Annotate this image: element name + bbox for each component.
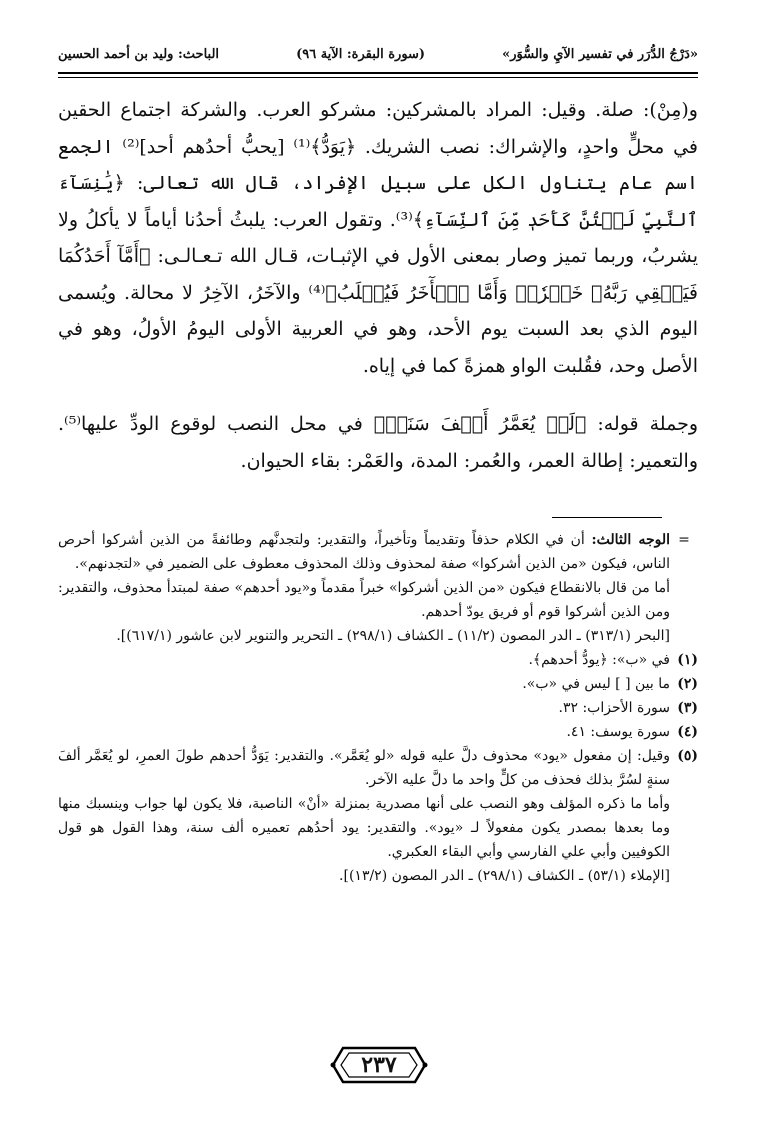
footnotes [58,528,698,888]
footnote-number: (٤) [677,724,698,740]
continuation-mark: = [678,532,690,548]
third-aspect-label: الوجه الثالث: [591,532,670,548]
footnote-3 [58,696,698,720]
surah-reference: (سورة البقرة: الآية ٩٦) [296,46,426,62]
footnote-5-continued: وأما ما ذكره المؤلف وهو النصب على أنها مصدرية بمنزلة «أنْ» الناصبة، فلا يكون لها جواب وينسبك منها وما بعدها بمصدر يكون مفعولاً لـ «يود». والتقدير: يود أحدُهم تعميره ألف سنة، وهذا القول هو قول الكوفيين وأبي علي الفارسي وأبي البقاء العكبري. [58,796,670,860]
page-number [329,1044,429,1086]
footnote-number: (١) [677,652,698,668]
page-header [58,36,698,74]
footnote-5 [58,744,698,792]
page-number-value: ٢٣٧ [361,1052,397,1078]
third-aspect [58,528,670,576]
continued-note [58,528,698,576]
footnote-divider [552,517,662,518]
main-paragraph-2: وجملة قوله: ﴿لَوۡ يُعَمَّرُ أَلۡفَ سَنَةٖ﴾ في محل النصب لوقوع الودِّ عليها⁽⁵⁾. والتعمير: إطالة العمر، والعُمر: المدة، والعَمْر: بقاء الحيوان. [58,413,698,472]
sources-line-2: [الإملاء (٥٣/١) ـ الكشاف (٢٩٨/١) ـ الدر المصون (١٣/٢)]. [339,868,670,884]
footnote-2 [58,672,698,696]
footnote-text: سورة يوسف: ٤١. [566,724,670,740]
footnote-text: وقيل: إن مفعول «يود» محذوف دلَّ عليه قوله «لو يُعَمَّر». والتقدير: يَوَدُّ أحدهم طولَ العمرِ، لو يُعَمَّر ألفَ سنةٍ لسُرَّ بذلك فحذف من كلٍّ واحد ما دلَّ عليه الآخر. [58,748,670,788]
main-text [58,92,698,479]
footnote-text: ما بين [ ] ليس في «ب». [522,676,670,692]
footnote-number: (٣) [677,700,698,716]
third-aspect-text: أن في الكلام حذفاً وتقديماً وتأخيراً، والتقدير: ولتجدنَّهم وطائفةً من الذين أشركوا أحرص الناس، فيكون «من الذين أشركوا» صفة لمحذوف وذلك المحذوف معطوف على الضمير في «لتجدنهم». [58,532,670,572]
researcher-name: الباحث: وليد بن أحمد الحسين [58,46,220,62]
footnote-text: في «ب»: ﴿يودُّ أحدهم﴾. [528,652,670,668]
footnote-4 [58,720,698,744]
footnote-text: سورة الأحزاب: ٣٢. [558,700,670,716]
interruption-paragraph: أما من قال بالانقطاع فيكون «من الذين أشركوا» خبراً مقدماً و«يود أحدهم» صفة لمبتدأ محذوف، والتقدير: ومن الذين أشركوا قوم أو فريق يودّ أحدهم. [58,580,670,620]
main-paragraph-1: و(مِنْ): صلة. وقيل: المراد بالمشركين: مشركو العرب. والشركة اجتماع الحقين في محلٍّ واحدٍ، والإشراك: نصب الشريك. ﴿يَوَدُّ﴾⁽¹⁾ [يحبُّ أحدُهم أحد]⁽²⁾ الجمع اسم عام يتناول الكل على سبيل الإفراد، قال الله تعالى: ﴿يَٰنِسَآءَ ٱلنَّبِيِّ لَسۡتُنَّ كَأَحَدٖ مِّنَ ٱلنِّسَآءِ﴾⁽³⁾. وتقول العرب: يلبثُ أحدُنا أياماً لا يأكلُ ولا يشربُ، وربما تميز وصار بمعنى الأول في الإثبـات، قـال الله تـعـالـى: ﴿أَمَّآ أَحَدُكُمَا فَيَسۡقِي رَبَّهُۥ خَمۡرٗاۖ وَأَمَّا ٱلۡأٓخَرُ فَيُصۡلَبُ﴾⁽⁴⁾ والآخَرُ، الآخِرُ لا محالة. ويُسمى اليوم الذي بعد السبت يوم الأحد، وهو في العربية الأولى اليومُ الأولُ، وهو في الأصل وحد، فقُلبت الواو همزةً كما في إياه. [58,99,699,377]
footnote-number: (٥) [677,748,698,764]
footnote-1 [58,648,698,672]
book-title: «دَرْجُ الدُّرَر في تفسير الآيِ والسُّوَر» [502,46,698,62]
footnote-number: (٢) [677,676,698,692]
sources-line-1: [البحر (٣١٣/١) ـ الدر المصون (١١/٢) ـ الكشاف (٢٩٨/١) ـ التحرير والتنوير لابن عاشور (٦١٧/١)]. [116,628,670,644]
